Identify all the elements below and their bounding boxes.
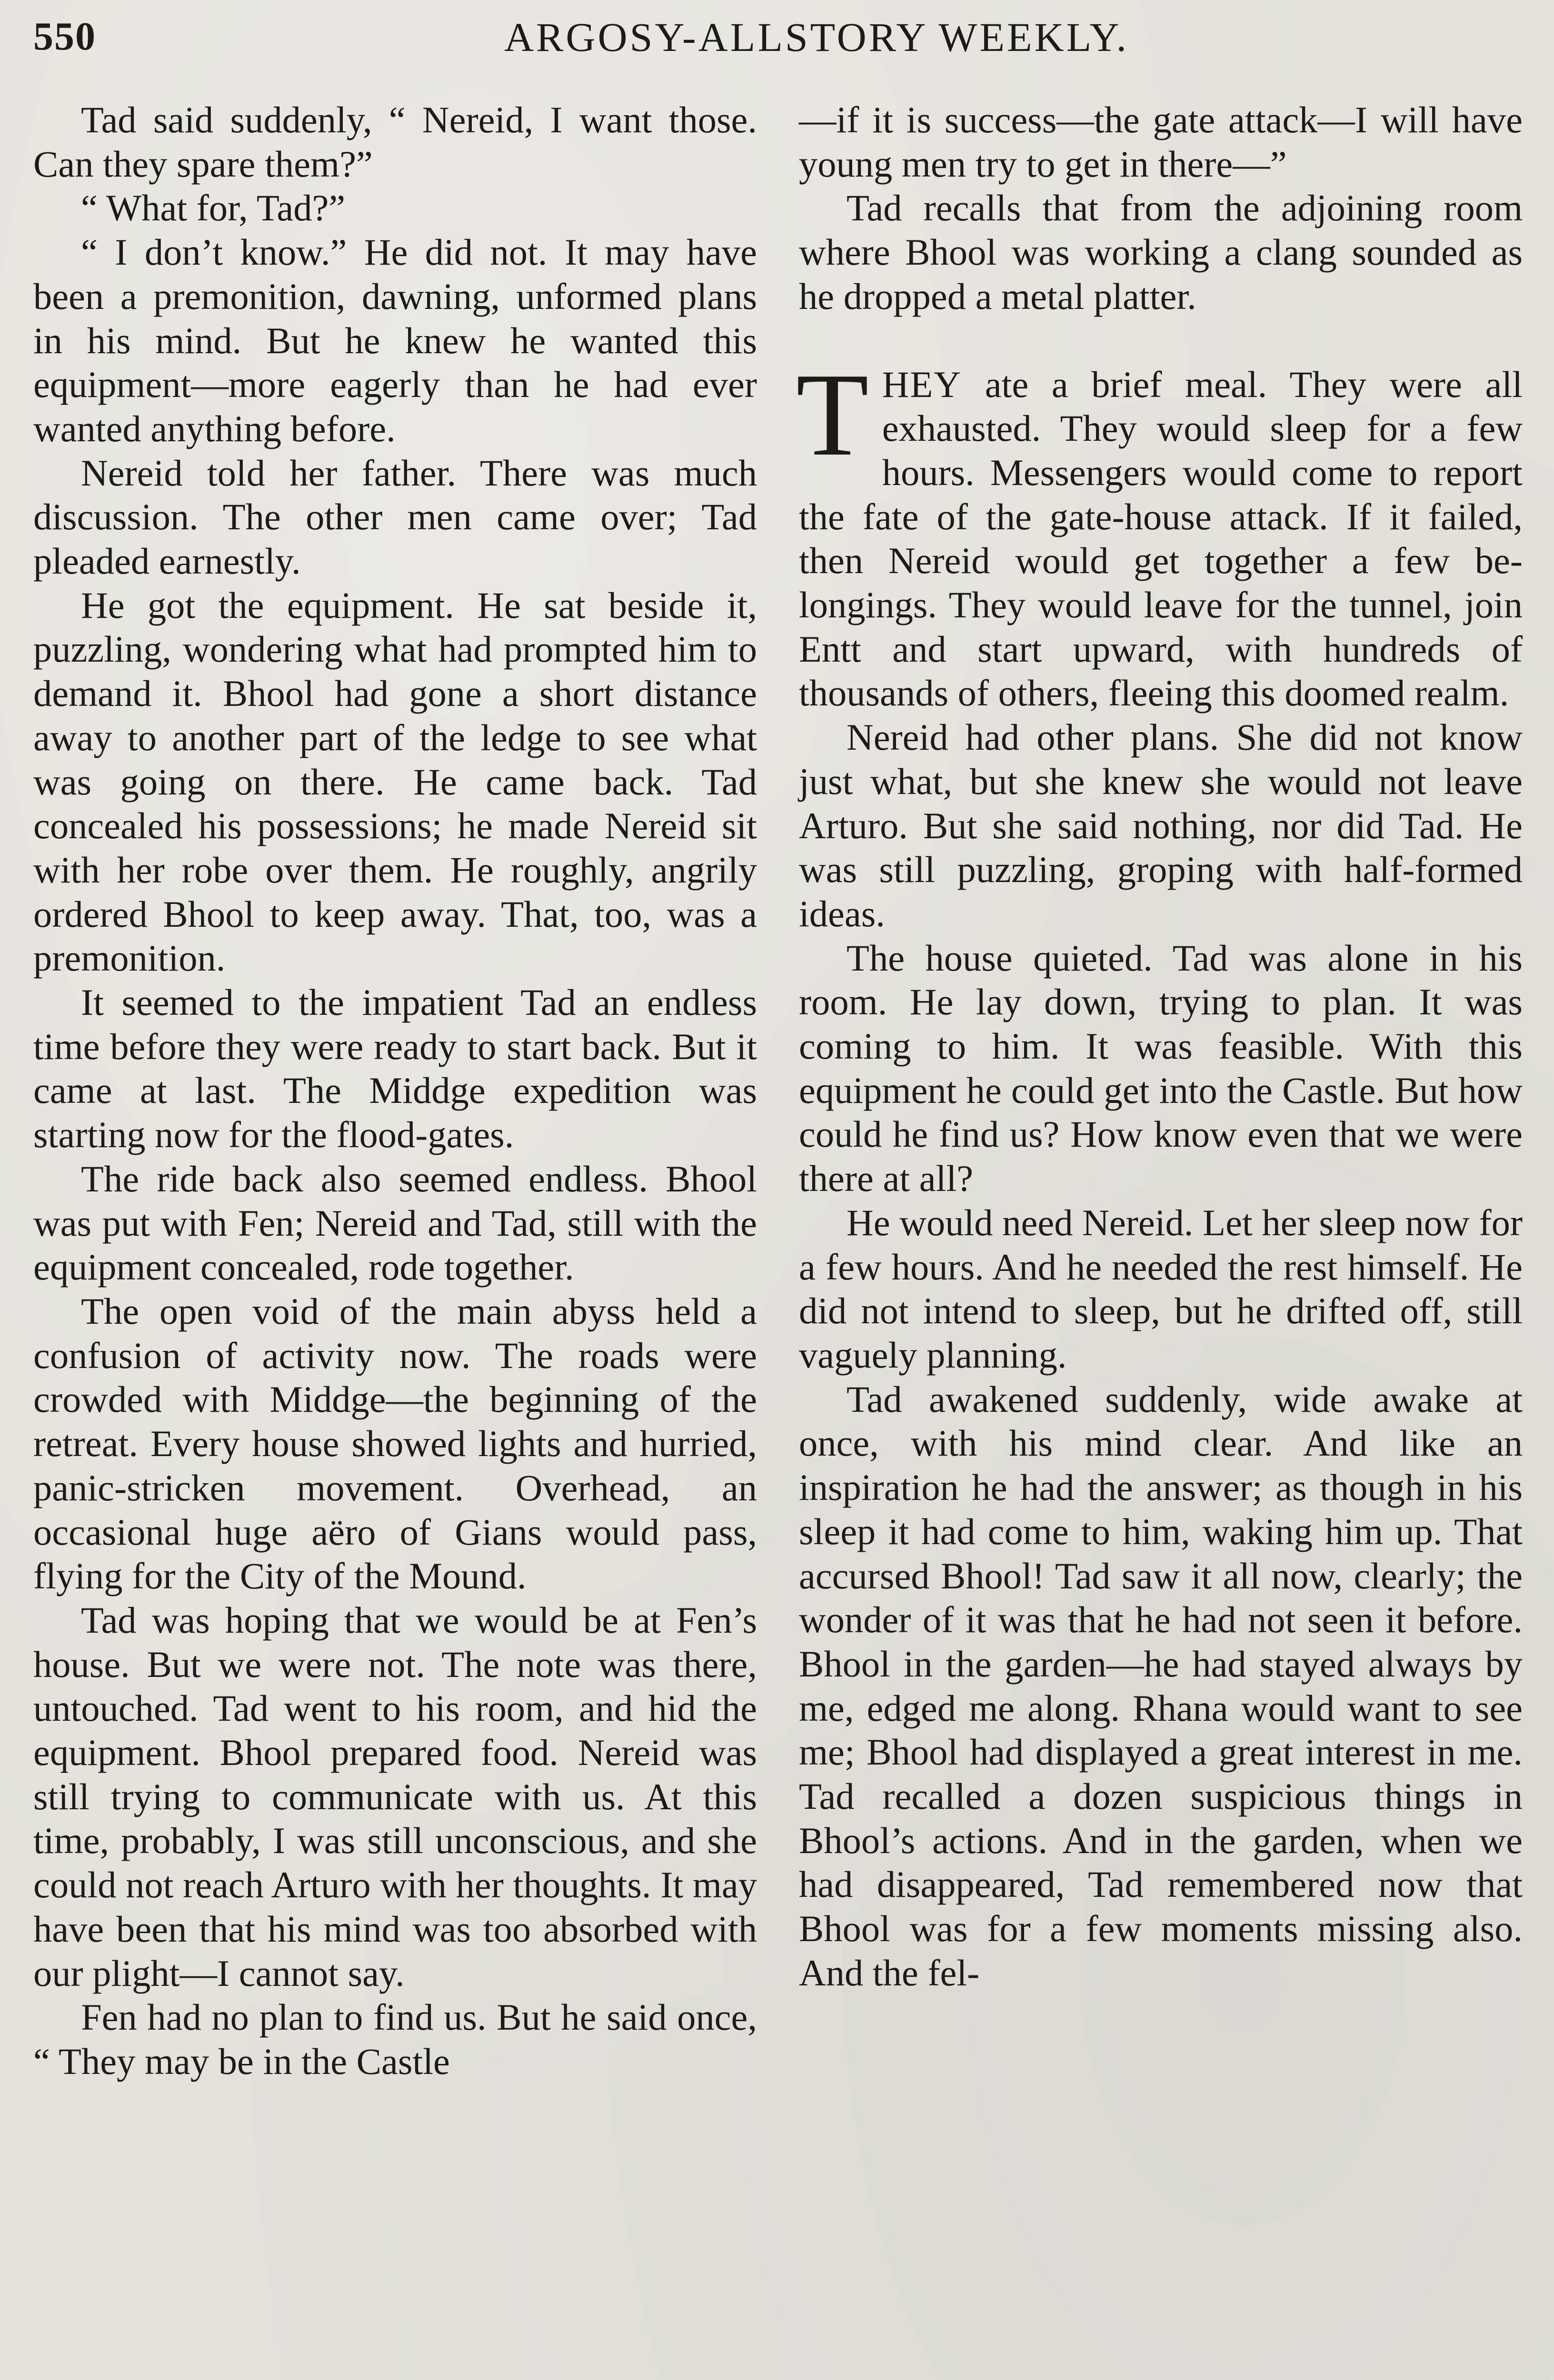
paragraph: The house quieted. Tad was alone in his room. He lay down, trying to plan. It was coming to him. It was feasible. With this equipment he could get into the Castle. But how could he find us? How know even that we were there at all? [799,937,1523,1200]
lead-caps: HEY [882,363,962,405]
paragraph: Tad awakened suddenly, wide awake at once, with his mind clear. And like an inspiration he had the answer; as though in his sleep it had come to him, waking him up. That accursed Bhool! Tad saw it all now, clearly; the wonder of it was that he had not seen it before. Bhool in the garden—he had stayed always by me, edged me along. Rhana would want to see me; Bhool had displayed a great interest in me. Tad recalled a dozen suspicious things in Bhool’s actions. And in the garden, when we had disappeared, Tad remembered now that Bhool was for a few moments missing also. And the fel- [799,1378,1523,1993]
paragraph: He got the equipment. He sat beside it, puzzling, wondering what had prompted him to demand it. Bhool had gone a short distance away to another part of the ledge to see what was going on there. He came back. Tad concealed his possessions; he made Nereid sit with her robe over them. He roughly, angrily ordered Bhool to keep away. That, too, was a premonition. [33,584,757,979]
page-number: 550 [33,14,96,59]
continued-paragraph: —if it is success—the gate attack—I will have young men try to get in there—” [799,99,1523,185]
page-header [33,10,1524,68]
drop-cap: T [796,348,869,481]
section-opening-paragraph [796,348,1523,716]
section-opening-text: ate a brief meal. They were all exhausted. They would sleep for a few hours. Messengers would come to report the fate of the gate-house attack. If it failed, then Nereid would get together a few belongings. They would leave for the tunnel, join Entt and start upward, with hundreds of thousands of others, fleeing this doomed realm. [799,363,1523,714]
paragraph: Tad was hoping that we would be at Fen’s house. But we were not. The note was there, untouched. Tad went to his room, and hid the equipment. Bhool prepared food. Nereid was still trying to communicate with us. At this time, probably, I was still unconscious, and she could not reach Arturo with her thoughts. It may have been that his mind was too absorbed with our plight—I cannot say. [33,1599,757,1994]
right-column [796,98,1523,1995]
paragraph: Nereid had other plans. She did not know just what, but she knew she would not leave Arturo. But she said nothing, nor did Tad. He was still puzzling, groping with half-formed ideas. [799,716,1523,934]
paragraph: Tad recalls that from the adjoining room where Bhool was working a clang sounded as he dropped a metal platter. [799,187,1523,317]
paragraph: “ What for, Tad?” [81,187,346,229]
paragraph: The ride back also seemed endless. Bhool was put with Fen; Nereid and Tad, still with the equipment concealed, rode together. [33,1158,757,1288]
paragraph: Fen had no plan to find us. But he said once, “ They may be in the Castle [33,1996,757,2082]
paragraph: He would need Nereid. Let her sleep now for a few hours. And he needed the rest himself. He did not intend to sleep, but he drifted off, still vaguely planning. [799,1201,1523,1376]
paragraph: The open void of the main abyss held a confusion of activity now. The roads were crowded with Middge—the beginning of the retreat. Every house showed lights and hurried, panic-stricken movement. Overhead, an occasional huge aëro of Gians would pass, flying for the City of the Mound. [33,1290,757,1597]
left-column [33,98,757,2084]
paragraph: “ I don’t know.” He did not. It may have been a premonition, dawning, unformed plans in his mind. But he knew he wanted this equipment—more eagerly than he had ever wanted anything before. [33,231,757,449]
paragraph: Tad said suddenly, “ Nereid, I want those. Can they spare them?” [33,99,757,185]
paragraph: It seemed to the impatient Tad an endless time before they were ready to start back. But it came at last. The Middge expedition was starting now for the flood-gates. [33,982,757,1156]
paragraph: Nereid told her father. There was much discussion. The other men came over; Tad pleaded earnestly. [33,452,757,582]
running-title: ARGOSY-ALLSTORY WEEKLY. [504,14,1129,60]
